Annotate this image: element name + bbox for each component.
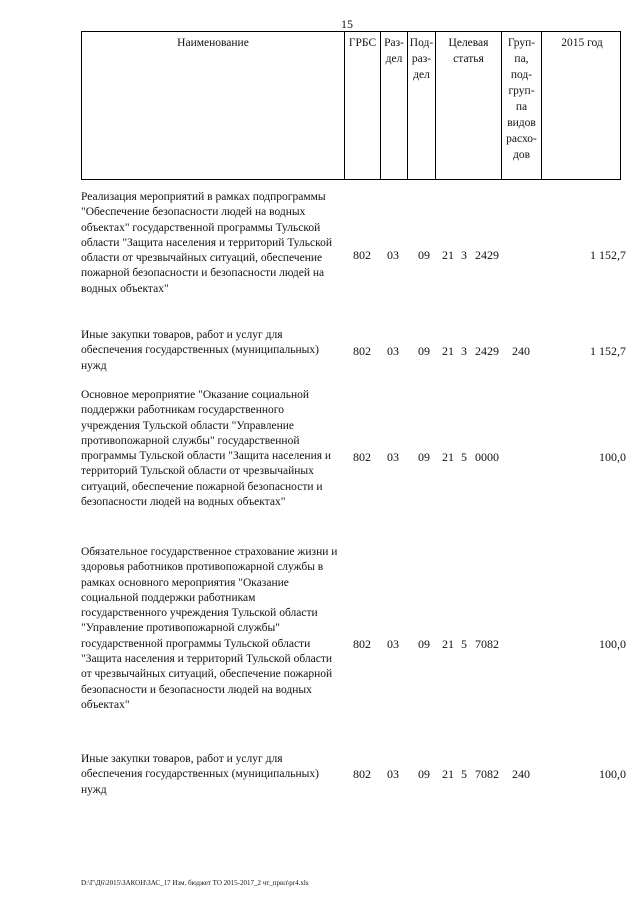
row-name: Иные закупки товаров, работ и услуг для обеспечения государственных (муниципальных) нужд — [81, 329, 319, 372]
row-grbs: 802 — [353, 767, 371, 781]
row-target-direction: 2429 — [475, 344, 499, 358]
row-grbs: 802 — [353, 450, 371, 464]
row-razdel: 03 — [387, 248, 399, 262]
table-row — [81, 388, 626, 532]
header-podrazdel: Под- раз- дел — [408, 32, 436, 179]
table-row — [81, 545, 626, 745]
row-podrazdel: 09 — [418, 450, 430, 464]
header-year: 2015 год — [561, 37, 603, 49]
header-razdel: Раз- дел — [381, 32, 408, 179]
row-grbs: 802 — [353, 637, 371, 651]
page-number: 15 — [341, 17, 353, 31]
row-name: Иные закупки товаров, работ и услуг для обеспечения государственных (муниципальных) нужд — [81, 753, 319, 796]
table-row — [81, 190, 626, 320]
table-header — [81, 31, 621, 180]
row-target-subprogram: 5 — [461, 767, 467, 781]
row-podrazdel: 09 — [418, 248, 430, 262]
row-razdel: 03 — [387, 450, 399, 464]
header-grbs: ГРБС — [345, 32, 381, 179]
row-target-program: 21 — [442, 344, 454, 358]
row-grbs: 802 — [353, 248, 371, 262]
row-name: Реализация мероприятий в рамках подпрограммы "Обеспечение безопасности людей на водных объектах" государственной программы Тульской области "Защита населения и территорий Тульской области от чрезвычайных ситуаций, обеспечение пожарной безопасности и безопасности людей на водных объектах" — [81, 191, 333, 295]
row-target-subprogram: 3 — [461, 344, 467, 358]
row-target-direction: 7082 — [475, 767, 499, 781]
row-target-program: 21 — [442, 450, 454, 464]
row-target-direction: 0000 — [475, 450, 499, 464]
row-razdel: 03 — [387, 637, 399, 651]
row-expense-group: 240 — [512, 344, 530, 358]
table-row — [81, 328, 626, 376]
row-razdel: 03 — [387, 767, 399, 781]
table-row — [81, 752, 626, 800]
header-target: Целевая статья — [436, 32, 502, 179]
row-expense-group: 240 — [512, 767, 530, 781]
row-target-direction: 2429 — [475, 248, 499, 262]
row-grbs: 802 — [353, 344, 371, 358]
row-target-subprogram: 5 — [461, 450, 467, 464]
file-path-footer: D:\Г\Д6\2015\ЗАКОН\ЗАС_17 Изм. бюджет ТО 2015-2017_2 чт_прил\pr4.xls — [81, 879, 309, 887]
row-name: Основное мероприятие "Оказание социальной поддержки работникам государственного учреждения Тульской области "Управление противопожарной службы" государственной программы Тульской области "Защита населения и территорий Тульской области от чрезвычайных ситуаций, обеспечение пожарной безопасности и безопасности людей на водных объектах" — [81, 389, 332, 509]
row-target-direction: 7082 — [475, 637, 499, 651]
row-sum: 1 152,7 — [590, 344, 626, 358]
row-name: Обязательное государственное страхование жизни и здоровья работников противопожарной службы в рамках основного мероприятия "Оказание социальной поддержки работникам государственного учреждения Тульской области "Управление противопожарной службы" государственной программы Тульской области "Защита населения и территорий Тульской области от чрезвычайных ситуаций, обеспечение пожарной безопасности и безопасности людей на водных объектах" — [81, 546, 338, 711]
row-podrazdel: 09 — [418, 767, 430, 781]
header-name: Наименование — [82, 32, 345, 179]
header-group: Груп- па, под- груп- па видов расхо- дов — [502, 32, 542, 179]
row-target-program: 21 — [442, 248, 454, 262]
row-sum: 100,0 — [599, 767, 626, 781]
row-podrazdel: 09 — [418, 637, 430, 651]
row-sum: 100,0 — [599, 450, 626, 464]
row-podrazdel: 09 — [418, 344, 430, 358]
row-sum: 1 152,7 — [590, 248, 626, 262]
row-target-subprogram: 3 — [461, 248, 467, 262]
row-razdel: 03 — [387, 344, 399, 358]
row-target-program: 21 — [442, 767, 454, 781]
row-target-program: 21 — [442, 637, 454, 651]
row-target-subprogram: 5 — [461, 637, 467, 651]
row-sum: 100,0 — [599, 637, 626, 651]
